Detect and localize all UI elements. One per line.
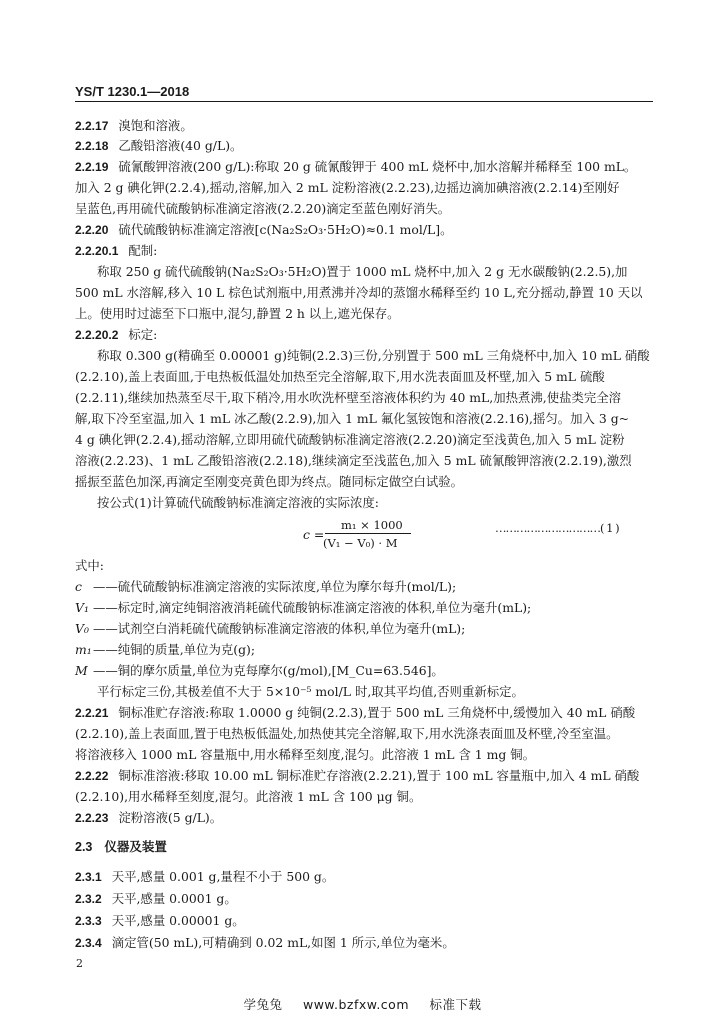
instrument-line: 2.3.2 天平,感量 0.0001 g。 <box>75 891 237 906</box>
standard-code-header: YS/T 1230.1—2018 <box>75 84 190 99</box>
body-line: 按公式(1)计算硫代硫酸钠标准滴定溶液的实际浓度: <box>97 495 379 510</box>
section-heading: 2.3 仪器及装置 <box>75 839 167 854</box>
clause-line: 2.2.18 乙酸铅溶液(40 g/L)。 <box>75 138 243 153</box>
body-line: 摇振至蓝色加深,再滴定至刚变亮黄色即为终点。随同标定做空白试验。 <box>75 474 464 489</box>
footer-watermark <box>0 995 725 1013</box>
footer-tagline: 标准下载 <box>429 997 482 1012</box>
body-line: (2.2.10),盖上表面皿,于电热板低温处加热至完全溶解,取下,用水洗表面皿及杯壁,加入 5 mL 硫酸 <box>75 369 605 384</box>
body-line: 500 mL 水溶解,移入 10 L 棕色试剂瓶中,用煮沸并冷却的蒸馏水稀释至约 10 L,充分摇动,静置 10 天以 <box>75 285 643 300</box>
body-line: 解,取下冷至室温,加入 1 mL 冰乙酸(2.2.9),加入 1 mL 氟化氢铵饱和溶液(2.2.16),摇匀。加入 3 g~ <box>75 411 630 426</box>
body-line: 称取 250 g 硫代硫酸钠(Na₂S₂O₃·5H₂O)置于 1000 mL 烧杯中,加入 2 g 无水碳酸钠(2.2.5),加 <box>97 264 628 279</box>
body-line: 溶液(2.2.23)、1 mL 乙酸铅溶液(2.2.18),继续滴定至浅蓝色,加入 5 mL 硫氰酸钾溶液(2.2.19),激烈 <box>75 453 632 468</box>
instrument-line: 2.3.1 天平,感量 0.001 g,量程不小于 500 g。 <box>75 869 335 884</box>
body-line: 平行标定三份,其极差值不大于 5×10⁻⁵ mol/L 时,取其平均值,否则重新标定。 <box>97 684 524 699</box>
body-line: 加入 2 g 碘化钾(2.2.4),摇动,溶解,加入 2 mL 淀粉溶液(2.2.23),边摇边滴加碘溶液(2.2.14)至刚好 <box>75 180 620 195</box>
clause-line: 2.2.20 硫代硫酸钠标准滴定溶液[c(Na₂S₂O₃·5H₂O)≈0.1 mol/L]。 <box>75 222 453 237</box>
formula-lhs: c = <box>303 527 325 542</box>
body-line: 呈蓝色,再用硫代硫酸钠标准滴定溶液(2.2.20)滴定至蓝色刚好消失。 <box>75 201 451 216</box>
where-item: M ——铜的摩尔质量,单位为克每摩尔(g/mol),[M_Cu=63.546]。 <box>75 663 444 678</box>
footer-url[interactable]: www.bzfxw.com <box>302 997 410 1012</box>
clause-line: 2.2.21 铜标准贮存溶液:称取 1.0000 g 纯铜(2.2.3),置于 500 mL 三角烧杯中,缓慢加入 40 mL 硝酸 <box>75 705 636 720</box>
where-label: 式中: <box>75 558 104 573</box>
clause-line: 2.2.17 溴饱和溶液。 <box>75 118 193 133</box>
page-number: 2 <box>76 957 83 970</box>
body-line: (2.2.11),继续加热蒸至尽干,取下稍冷,用水吹洗杯壁至溶液体积约为 40 mL,加热煮沸,使盐类完全溶 <box>75 390 622 405</box>
body-line: 称取 0.300 g(精确至 0.00001 g)纯铜(2.2.3)三份,分别置于 500 mL 三角烧杯中,加入 10 mL 硝酸 <box>97 348 650 363</box>
clause-line: 2.2.22 铜标准溶液:移取 10.00 mL 铜标准贮存溶液(2.2.21),置于 100 mL 容量瓶中,加入 4 mL 硝酸 <box>75 768 640 783</box>
body-line: (2.2.10),用水稀释至刻度,混匀。此溶液 1 mL 含 100 μg 铜。 <box>75 789 422 804</box>
where-item: m₁——纯铜的质量,单位为克(g); <box>75 642 256 657</box>
header-rule <box>75 101 653 102</box>
clause-line: 2.2.23 淀粉溶液(5 g/L)。 <box>75 810 223 825</box>
clause-line: 2.2.19 硫氰酸钾溶液(200 g/L):称取 20 g 硫氰酸钾于 400 mL 烧杯中,加水溶解并稀释至 100 mL。 <box>75 159 637 174</box>
formula-denominator: (V₁ − V₀) · M <box>323 536 398 550</box>
body-line: 上。使用时过滤至下口瓶中,混匀,静置 2 h 以上,遮光保存。 <box>75 306 400 321</box>
formula-fraction-bar <box>325 533 411 534</box>
body-line: 4 g 碘化钾(2.2.4),摇动溶解,立即用硫代硫酸钠标准滴定溶液(2.2.20)滴定至浅黄色,加入 5 mL 淀粉 <box>75 432 625 447</box>
footer-site-name: 学兔兔 <box>243 997 283 1012</box>
formula-number: …………………………( 1 ) <box>495 521 619 535</box>
where-item: V₁ ——标定时,滴定纯铜溶液消耗硫代硫酸钠标准滴定溶液的体积,单位为毫升(mL); <box>75 600 532 615</box>
where-item: V₀ ——试剂空白消耗硫代硫酸钠标准滴定溶液的体积,单位为毫升(mL); <box>75 621 466 636</box>
clause-line: 2.2.20.1 配制: <box>75 243 158 258</box>
body-line: (2.2.10),盖上表面皿,置于电热板低温处,加热使其完全溶解,取下,用水洗涤表面皿及杯壁,冷至室温。 <box>75 726 619 741</box>
instrument-line: 2.3.4 滴定管(50 mL),可精确到 0.02 mL,如图 1 所示,单位为毫米。 <box>75 935 455 950</box>
clause-line: 2.2.20.2 标定: <box>75 327 158 342</box>
body-line: 将溶液移入 1000 mL 容量瓶中,用水稀释至刻度,混匀。此溶液 1 mL 含 1 mg 铜。 <box>75 747 536 762</box>
instrument-line: 2.3.3 天平,感量 0.00001 g。 <box>75 913 245 928</box>
formula-numerator: m₁ × 1000 <box>341 518 403 532</box>
where-item: c ——硫代硫酸钠标准滴定溶液的实际浓度,单位为摩尔每升(mol/L); <box>75 579 457 594</box>
